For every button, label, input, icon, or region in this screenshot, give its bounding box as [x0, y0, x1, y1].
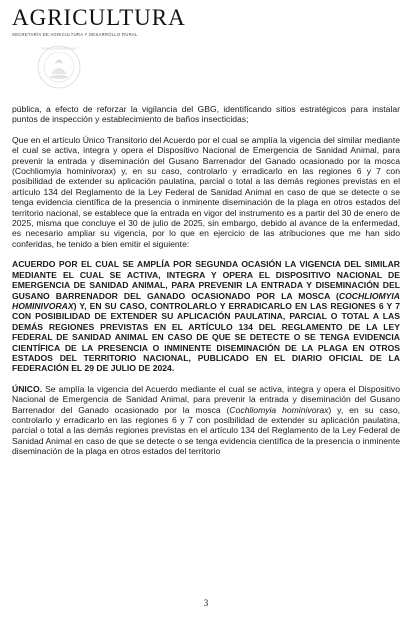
- letterhead: [12, 6, 212, 37]
- coat-of-arms-icon: [36, 44, 82, 90]
- article-text-b: ) y, en su caso, controlarlo y erradicarlo en las regiones 6 y 7 con posibilidad de extender su aplicación paulatina, parcial o total a las demás regiones previstas en el artículo 134 del Reglamento de la Ley Federal de Sanidad Animal en caso de que se detecte o se tenga evidencia científica de la presencia o inminente diseminación de la plaga en otros estados del territorio: [12, 404, 400, 457]
- article-species: Cochliomyia hominivorax: [229, 404, 329, 415]
- resolution-title-part-a: ACUERDO POR EL CUAL SE AMPLÍA POR SEGUNDA OCASIÓN LA VIGENCIA DEL SIMILAR MEDIANTE EL CUAL SE ACTIVA, INTEGRA Y OPERA EL DISPOSITIVO NACIONAL DE EMERGENCIA DE SANIDAD ANIMAL, PARA PREVENIR LA ENTRADA Y DISEMINACIÓN DEL GUSANO BARRENADOR DEL GANADO OCASIONADO POR LA MOSCA (: [12, 259, 400, 301]
- resolution-title: [12, 259, 400, 373]
- article-unico: [12, 384, 400, 457]
- paragraph-continuation: pública, a efecto de reforzar la vigilancia del GBG, identificando sitios estratégicos para instalar puntos de inspección y establecimiento de baños insecticidas;: [12, 104, 400, 125]
- resolution-species: COCHLIOMYIA HOMINIVORAX: [12, 290, 400, 311]
- agency-name: AGRICULTURA: [12, 5, 186, 30]
- article-text-a: Se amplía la vigencia del Acuerdo mediante el cual se activa, integra y opera el Dispositivo Nacional de Emergencia de Sanidad Animal, para prevenir la entrada y diseminación del Gusano Barrenador del Ganado ocasionado por la mosca (: [12, 383, 400, 415]
- seal-inscription: ESTADOS UNIDOS MEXICANOS: [41, 48, 77, 51]
- agency-subtitle: SECRETARÍA DE AGRICULTURA Y DESARROLLO RURAL: [12, 32, 138, 37]
- document-body: [12, 104, 400, 467]
- resolution-title-part-b: ) Y, EN SU CASO, CONTROLARLO Y ERRADICARLO EN LAS REGIONES 6 Y 7 CON POSIBILIDAD DE EXTENDER SU APLICACIÓN PAULATINA, PARCIAL O TOTAL A LAS DEMÁS REGIONES PREVISTAS EN EL ARTÍCULO 134 DEL REGLAMENTO DE LA LEY FEDERAL DE SANIDAD ANIMAL EN CASO DE QUE SE DETECTE O SE TENGA EVIDENCIA CIENTÍFICA DE LA PRESENCIA O INMINENTE DISEMINACIÓN DE LA PLAGA EN OTROS ESTADOS DEL TERRITORIO NACIONAL, PUBLICADO EN EL DIARIO OFICIAL DE LA FEDERACIÓN EL 29 DE JULIO DE 2024.: [12, 300, 400, 374]
- page-number: 3: [203, 598, 209, 608]
- paragraph-considerando: Que en el artículo Único Transitorio del Acuerdo por el cual se amplía la vigencia del similar mediante el cual se activa, integra y opera el Dispositivo Nacional de Emergencia de Sanidad Animal, para prevenir la entrada y diseminación del Gusano Barrenador del Ganado ocasionado por la mosca (Cochliomyia hominivorax) y, en su caso, controlarlo y erradicarlo en las regiones 6 y 7 con posibilidad de extender su aplicación paulatina, parcial o total a las demás regiones previstas en el artículo 134 del Reglamento de la Ley Federal de Sanidad Animal en caso de que se detecte o se tenga evidencia científica de la presencia o inminente diseminación de la plaga en otros estados del territorio nacional, se establece que la entrada en vigor del instrumento es a partir del 30 de enero de 2025, misma que concluye el 30 de julio de 2025, sin embargo, debido al avance de la enfermedad, es necesario ampliar su vigencia, por lo que en ejercicio de las atribuciones que me han sido conferidas, he tenido a bien emitir el siguiente:: [12, 134, 400, 249]
- article-label: ÚNICO.: [12, 383, 43, 394]
